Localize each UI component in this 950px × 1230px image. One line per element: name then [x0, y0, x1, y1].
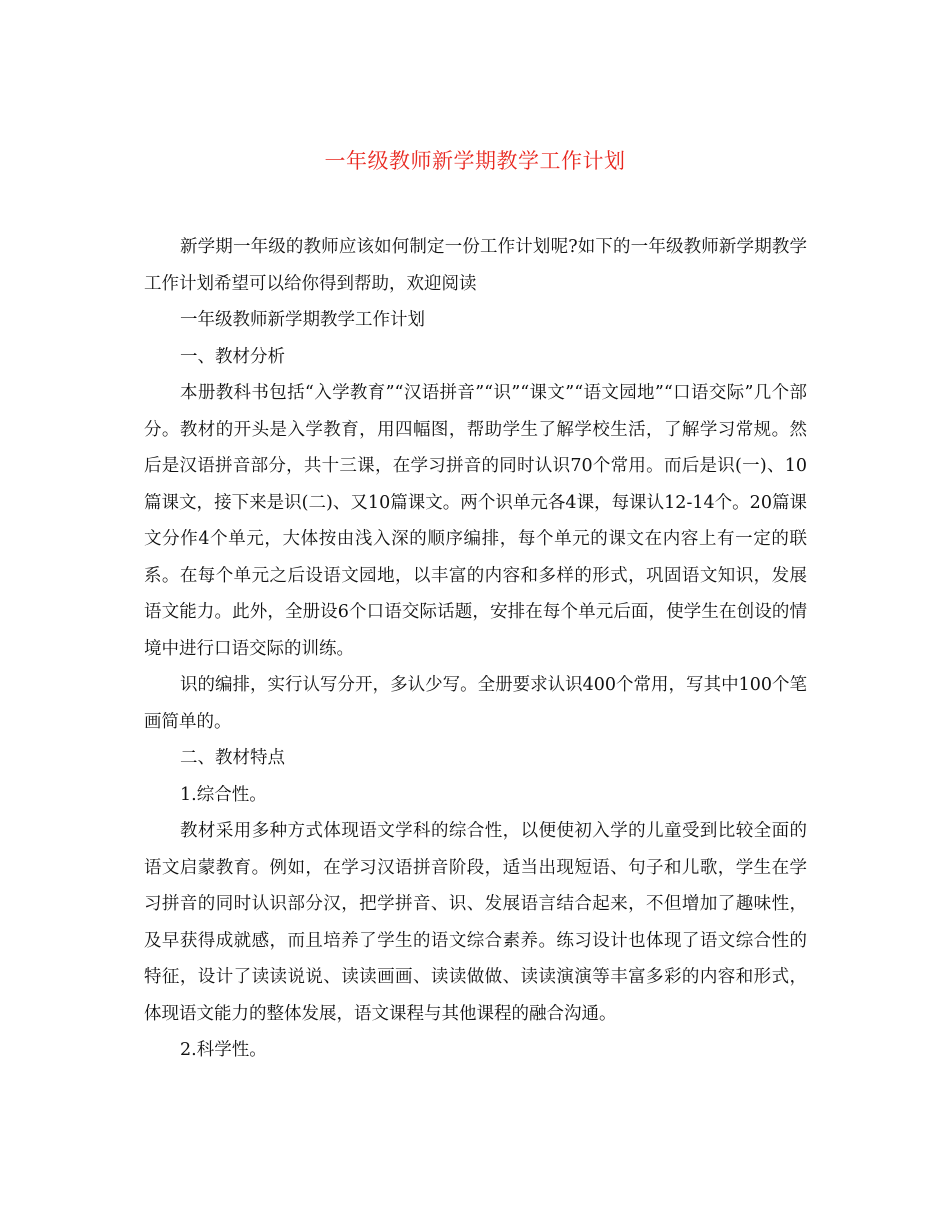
document-body: [144, 229, 807, 1069]
subheading-comprehensiveness: 1.综合性。: [180, 784, 267, 805]
subheading-scientific: 2.科学性。: [180, 1040, 267, 1060]
section-heading-textbook-analysis: 一、教材分析: [180, 346, 285, 367]
intro-paragraph: 新学期一年级的教师应该如何制定一份工作计划呢?如下的一年级教师新学期教学工作计划希望可以给你得到帮助，欢迎阅读: [144, 237, 807, 294]
section-heading-textbook-features: 二、教材特点: [180, 748, 285, 768]
document-title: 一年级教师新学期教学工作计划: [324, 149, 626, 173]
body-paragraph: 识的编排，实行认写分开，多认少写。全册要求认识400个常用，写其中100个笔画简单的。: [144, 675, 807, 732]
body-paragraph: 教材采用多种方式体现语文学科的综合性，以便使初入学的儿童受到比较全面的语文启蒙教育。例如，在学习汉语拼音阶段，适当出现短语、句子和儿歌，学生在学习拼音的同时认识部分汉，把学拼音、识、发展语言结合起来，不但增加了趣味性，及早获得成就感，而且培养了学生的语文综合素养。练习设计也体现了语文综合性的特征，设计了读读说说、读读画画、读读做做、读读演演等丰富多彩的内容和形式，体现语文能力的整体发展，语文课程与其他课程的融合沟通。: [144, 821, 807, 1024]
body-paragraph: 本册教科书包括“入学教育”“汉语拼音”“识”“课文”“语文园地”“口语交际”几个部分。教材的开头是入学教育，用四幅图，帮助学生了解学校生活，了解学习常规。然后是汉语拼音部分，共十三课，在学习拼音的同时认识70个常用。而后是识(一)、10篇课文，接下来是识(二)、又10篇课文。两个识单元各4课，每课认12-14个。20篇课文分作4个单元，大体按由浅入深的顺序编排，每个单元的课文在内容上有一定的联系。在每个单元之后设语文园地，以丰富的内容和多样的形式，巩固语文知识，发展语文能力。此外，全册设6个口语交际话题，安排在每个单元后面，使学生在创设的情境中进行口语交际的训练。: [144, 383, 807, 659]
subtitle-paragraph: 一年级教师新学期教学工作计划: [180, 310, 425, 330]
